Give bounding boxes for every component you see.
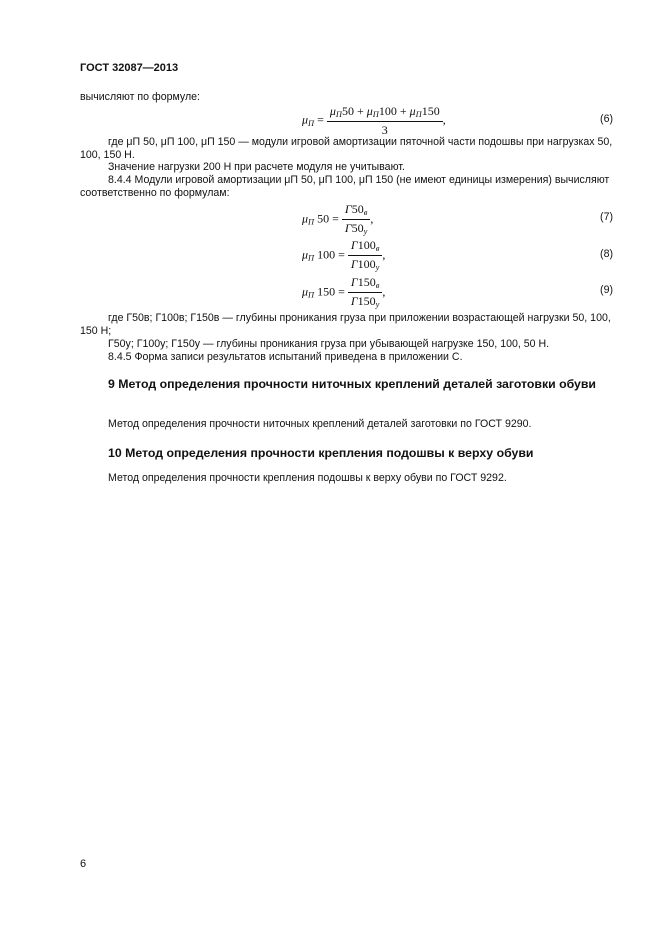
section-9-text: Метод определения прочности ниточных креплений деталей заготовки по ГОСТ 9290. bbox=[108, 418, 532, 430]
paragraph-8-4-5: 8.4.5 Форма записи результатов испытаний приведена в приложении С. bbox=[108, 351, 463, 363]
intro-line: вычисляют по формуле: bbox=[80, 91, 200, 103]
section-10-heading: 10 Метод определения прочности крепления подошвы к верху обуви bbox=[108, 446, 534, 460]
paragraph-8-4-4: 8.4.4 Модули игровой амортизации μП 50, μП 100, μП 150 (не имеют единицы измерения) вычисляют соответственно по формулам: bbox=[80, 174, 610, 199]
equation-number-6: (6) bbox=[600, 113, 613, 125]
section-9-heading: 9 Метод определения прочности ниточных креплений деталей заготовки обуви bbox=[108, 377, 596, 391]
formula-8: $\mu_П$ 100 = $\frac{Г100_в}{Г100_у}$ , bbox=[302, 238, 386, 273]
equation-number-8: (8) bbox=[600, 248, 613, 260]
paragraph-where-1: где μП 50, μП 100, μП 150 — модули игровой амортизации пяточной части подошвы при нагрузках 50, 100, 150 Н. bbox=[80, 136, 613, 161]
equation-number-7: (7) bbox=[600, 211, 613, 223]
paragraph-note: Значение нагрузки 200 Н при расчете модуля не учитывают. bbox=[108, 161, 405, 173]
formula-7: $\mu_П$ 50 = $\frac{Г50_в}{Г50_у}$ , bbox=[302, 202, 374, 237]
paragraph-where-3: Г50у; Г100у; Г150у — глубины проникания груза при убывающей нагрузке 150, 100, 50 Н. bbox=[108, 338, 550, 350]
section-10-text: Метод определения прочности крепления подошвы к верху обуви по ГОСТ 9292. bbox=[108, 472, 507, 484]
formula-9: $\mu_П$ 150 = $\frac{Г150_в}{Г150_у}$ , bbox=[302, 275, 386, 310]
document-header: ГОСТ 32087—2013 bbox=[80, 62, 179, 74]
formula-6: $\mu_П$ = $\frac{\mu_П50 + \mu_П100 + \mu_П150}{3}$ , bbox=[302, 104, 446, 138]
equation-number-9: (9) bbox=[600, 284, 613, 296]
page-number: 6 bbox=[80, 858, 87, 870]
paragraph-where-2: где Г50в; Г100в; Г150в — глубины проникания груза при приложении возрастающей нагрузки 50, 100, 150 Н; bbox=[80, 312, 611, 337]
